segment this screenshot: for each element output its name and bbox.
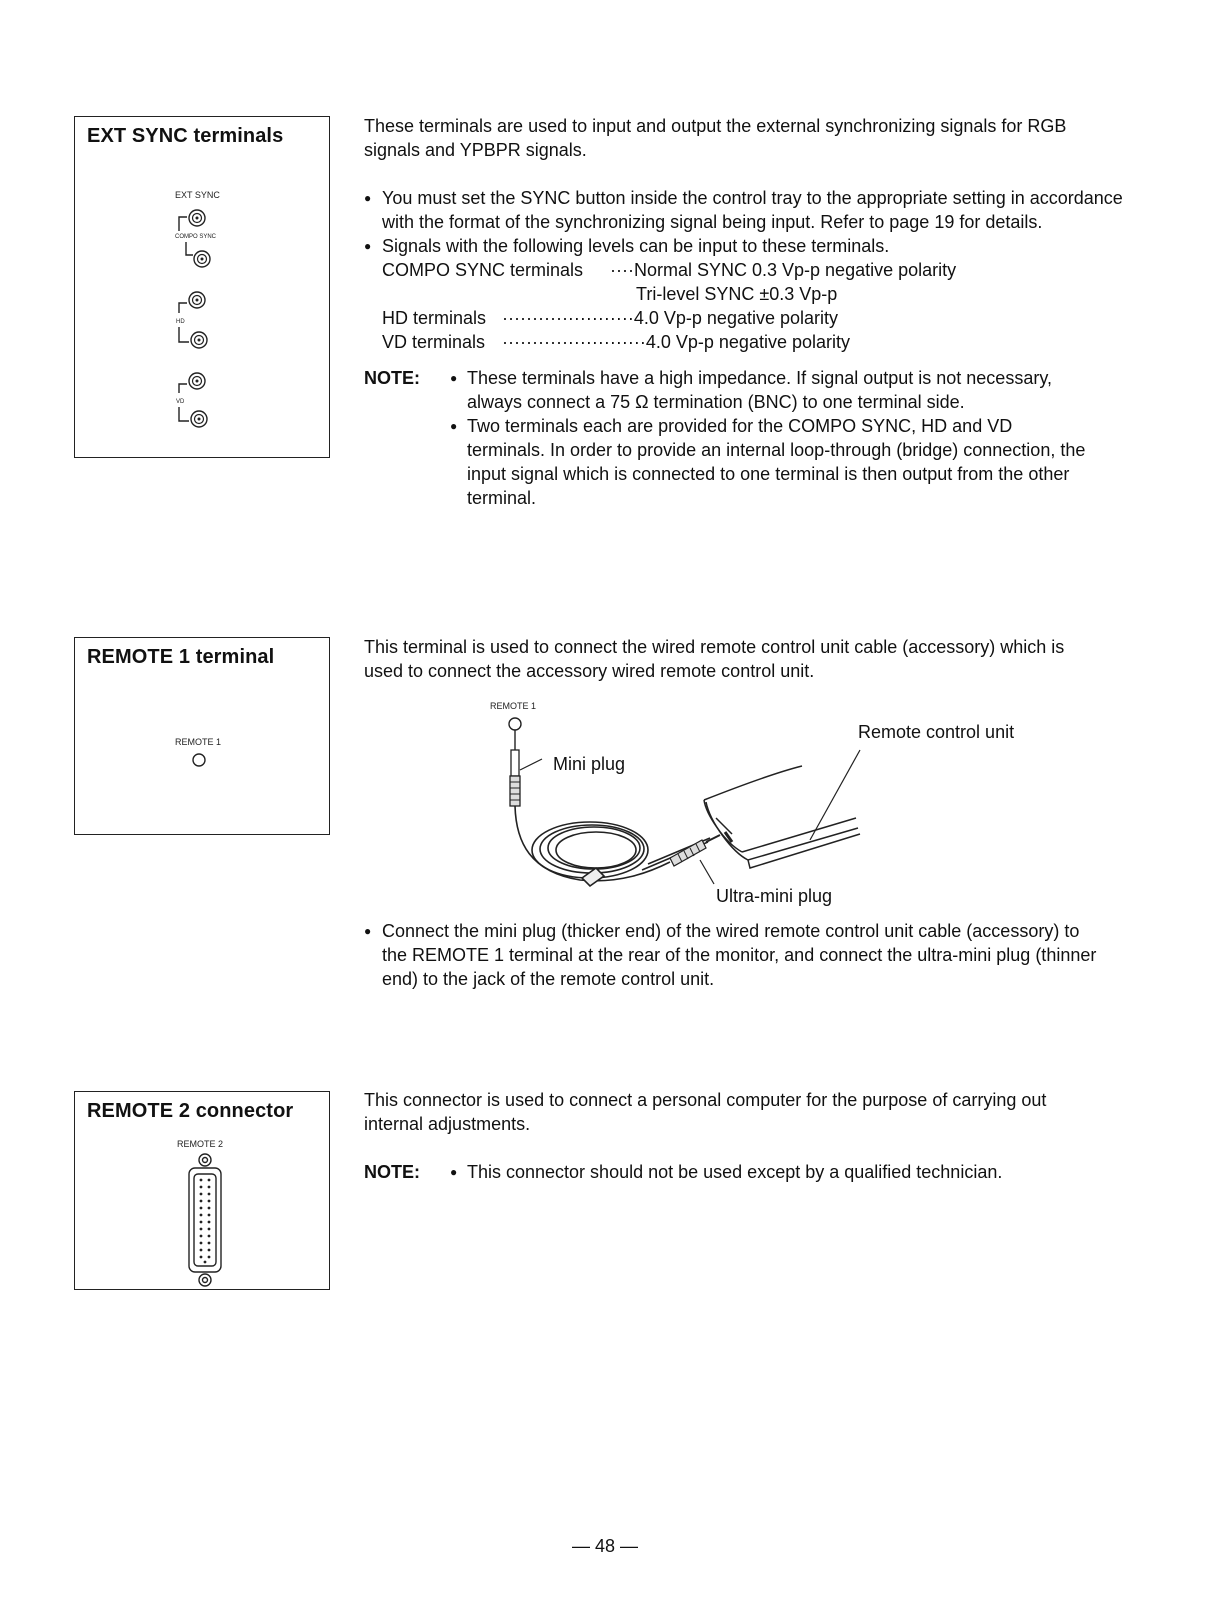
ultra-mini-plug-label: Ultra-mini plug (716, 886, 833, 906)
remote2-note-label: NOTE: (364, 1162, 420, 1182)
remote2-intro: This connector is used to connect a personal computer for the purpose of carrying out internal adjustments. (364, 1090, 1047, 1134)
ultra-mini-plug-icon (670, 835, 720, 866)
hd-label: HD (176, 319, 185, 325)
vd-levels-name: VD terminals (382, 332, 486, 352)
remote1-panel-label: REMOTE 1 (175, 737, 222, 747)
ext-sync-panel-label: EXT SYNC (175, 190, 220, 200)
remote2-note (364, 1160, 1124, 1184)
vd-label: VD (176, 399, 185, 405)
dsub-pins (200, 1179, 211, 1264)
remote1-jack-icon (193, 754, 205, 766)
remote1-panel-diagram (75, 678, 329, 828)
hd-levels-name: HD terminals (382, 308, 487, 328)
compo-sync-label: COMPO SYNC (175, 234, 217, 240)
page-number: — 48 — (571, 1536, 639, 1556)
bnc-vd-2-icon (179, 407, 207, 427)
remote2-box (74, 1091, 330, 1290)
remote1-box (74, 637, 330, 835)
ext-sync-note-2: ● Two terminals each are provided for the COMPO SYNC, HD and VD terminals. In order to provide an internal loop-through (bridge) connection, the input signal which is connected to one terminal is then output from the other terminal. (450, 414, 1090, 510)
vd-levels-value: ························4.0 Vp-p negative polarity (502, 332, 850, 352)
remote2-panel-label: REMOTE 2 (177, 1139, 224, 1149)
bnc-compo-1-icon (179, 210, 205, 231)
ext-sync-box (74, 116, 330, 458)
remote-control-unit-label: Remote control unit (858, 722, 1015, 742)
compo-levels-name: COMPO SYNC terminals (382, 260, 584, 280)
remote1-text (364, 635, 1124, 683)
sync-levels-table (364, 258, 1124, 354)
remote1-bullet: ● Connect the mini plug (thicker end) of the wired remote control unit cable (accessory) to the REMOTE 1 terminal at the rear of the monitor, and connect the ultra-mini plug (thinner end) to the jack of the remote control unit. (364, 919, 1102, 991)
bnc-hd-1-icon (179, 292, 205, 313)
ext-sync-bullet-2: ● Signals with the following levels can be input to these terminals. (364, 234, 1124, 258)
ext-sync-text (364, 114, 1124, 510)
bnc-vd-1-icon (179, 373, 205, 393)
remote2-text (364, 1088, 1124, 1184)
hd-levels-value: ······················4.0 Vp-p negative polarity (502, 308, 838, 328)
compo-levels-value-1: ····Normal SYNC 0.3 Vp-p negative polarity (610, 260, 957, 280)
bnc-compo-2-icon (186, 242, 210, 267)
remote-control-unit-icon (704, 766, 860, 868)
dsub-connector-icon (189, 1154, 221, 1286)
remote1-title: REMOTE 1 terminal (87, 646, 275, 668)
remote2-note-text: ● This connector should not be used except by a qualified technician. (450, 1160, 1124, 1184)
ext-sync-title: EXT SYNC terminals (87, 125, 284, 147)
ext-sync-intro: These terminals are used to input and output the external synchronizing signals for RGB signals and YPBPR signals. (364, 116, 1067, 160)
ext-sync-bullet-1: ● You must set the SYNC button inside the control tray to the appropriate setting in accordance with the format of the synchronizing signal being input. Refer to page 19 for details. (364, 186, 1124, 234)
diagram-jack-label: REMOTE 1 (490, 701, 537, 711)
mini-plug-label: Mini plug (553, 754, 626, 774)
mini-plug-icon (510, 750, 520, 806)
ext-sync-note-label: NOTE: (364, 368, 420, 388)
ext-sync-note (364, 366, 1090, 510)
ext-sync-panel-diagram (75, 157, 329, 457)
compo-levels-value-2: Tri-level SYNC ±0.3 Vp-p (636, 284, 838, 304)
remote2-panel-diagram (75, 1128, 329, 1288)
remote1-bullet-text (364, 919, 1124, 991)
remote1-intro: This terminal is used to connect the wired remote control unit cable (accessory) which is used to connect the accessory wired remote control unit. (364, 637, 1065, 681)
ext-sync-note-1: ● These terminals have a high impedance. If signal output is not necessary, always connect a 75 Ω termination (BNC) to one terminal side. (450, 366, 1090, 414)
diagram-jack-icon (509, 718, 521, 730)
bnc-hd-2-icon (179, 327, 207, 348)
remote1-cable-diagram (470, 692, 1090, 912)
coiled-cable-icon (515, 806, 710, 886)
remote2-title: REMOTE 2 connector (87, 1100, 294, 1122)
